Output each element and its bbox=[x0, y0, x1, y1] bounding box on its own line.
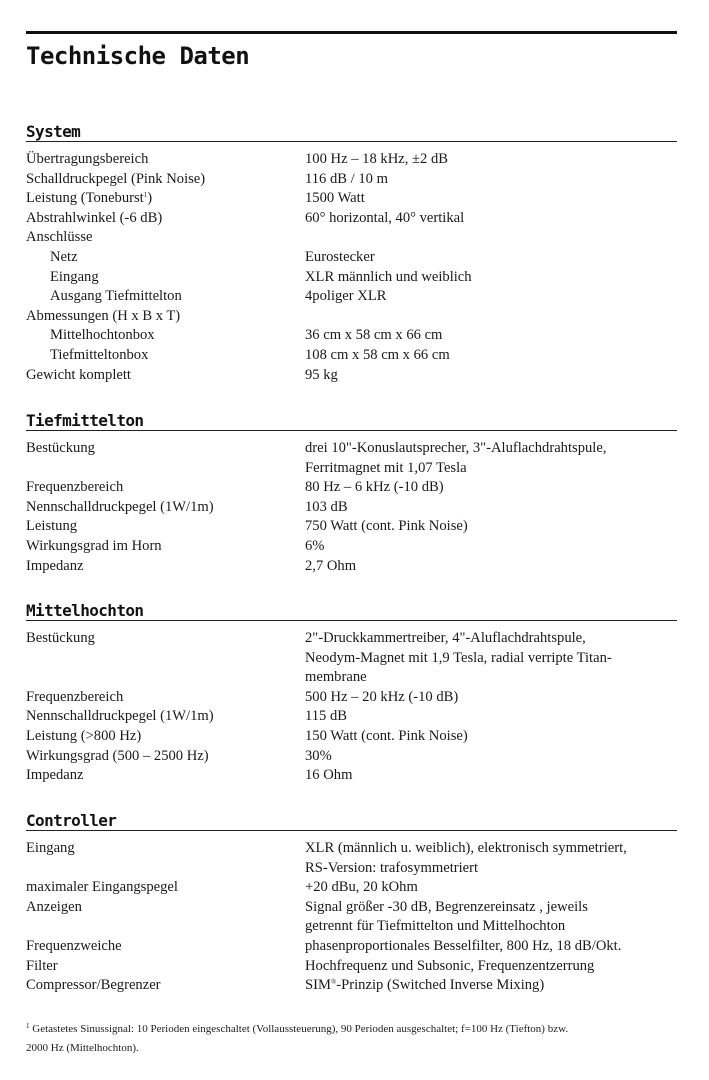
spec-row bbox=[26, 307, 677, 327]
spec-row bbox=[26, 629, 677, 688]
spec-label bbox=[26, 898, 305, 937]
spec-value bbox=[305, 976, 677, 996]
spec-value-line: getrennt für Tiefmittelton und Mittelhochton bbox=[305, 918, 566, 935]
spec-label-text: Tiefmitteltonbox bbox=[50, 346, 149, 363]
spec-label bbox=[26, 707, 305, 727]
spec-row bbox=[26, 707, 677, 727]
spec-label bbox=[26, 878, 305, 898]
document-title: Technische Daten bbox=[26, 42, 250, 70]
spec-value bbox=[305, 766, 677, 786]
spec-value-line: 100 Hz – 18 kHz, ±2 dB bbox=[305, 151, 448, 167]
spec-label-text: Frequenzweiche bbox=[26, 937, 122, 954]
spec-value-line: 103 dB bbox=[305, 498, 348, 515]
spec-row bbox=[26, 498, 677, 518]
spec-value-line: 108 cm x 58 cm x 66 cm bbox=[305, 346, 450, 363]
spec-label-text: Frequenzbereich bbox=[26, 688, 124, 705]
spec-value-line: +20 dBu, 20 kOhm bbox=[305, 879, 418, 896]
spec-row bbox=[26, 976, 677, 996]
spec-value bbox=[305, 747, 677, 767]
spec-label bbox=[26, 766, 305, 786]
section-tiefmittelton bbox=[26, 412, 677, 576]
spec-value-line: Hochfrequenz und Subsonic, Frequenzentzerrung bbox=[305, 957, 595, 974]
spec-label-text: Ausgang Tiefmittelton bbox=[50, 288, 182, 305]
spec-value bbox=[305, 307, 677, 327]
spec-row bbox=[26, 878, 677, 898]
spec-value-line: 36 cm x 58 cm x 66 cm bbox=[305, 327, 443, 344]
spec-value-line: XLR männlich und weiblich bbox=[305, 268, 472, 285]
spec-label bbox=[26, 248, 305, 268]
spec-row bbox=[26, 439, 677, 478]
spec-value-line: 4poliger XLR bbox=[305, 288, 387, 305]
spec-value-line: RS-Version: trafosymmetriert bbox=[305, 859, 479, 876]
spec-value bbox=[305, 537, 677, 557]
spec-label-text: Abstrahlwinkel (-6 dB) bbox=[26, 209, 163, 226]
spec-value-line: 30% bbox=[305, 747, 332, 764]
spec-label-text: Netz bbox=[50, 248, 78, 265]
spec-value-line: 95 kg bbox=[305, 366, 338, 383]
spec-label bbox=[26, 976, 305, 996]
spec-label bbox=[26, 228, 305, 248]
spec-value-line: phasenproportionales Besselfilter, 800 Hz, 18 dB/Okt. bbox=[305, 937, 622, 954]
spec-value-line: Ferritmagnet mit 1,07 Tesla bbox=[305, 459, 467, 476]
spec-value bbox=[305, 937, 677, 957]
spec-value bbox=[305, 150, 677, 170]
section-rule bbox=[26, 430, 677, 431]
spec-row bbox=[26, 517, 677, 537]
spec-value-line: Neodym-Magnet mit 1,9 Tesla, radial verripte Titan- bbox=[305, 649, 612, 666]
spec-value-part: SIM bbox=[305, 977, 331, 994]
section-title: Tiefmittelton bbox=[26, 411, 144, 430]
spec-label-text: Wirkungsgrad (500 – 2500 Hz) bbox=[26, 747, 209, 764]
spec-label bbox=[26, 839, 305, 878]
section-mittelhochton bbox=[26, 602, 677, 786]
footnote-line-2: 2000 Hz (Mittelhochton). bbox=[26, 1042, 139, 1054]
spec-label-text: Mittelhochtonbox bbox=[50, 327, 155, 344]
spec-row bbox=[26, 346, 677, 366]
spec-value bbox=[305, 346, 677, 366]
spec-label bbox=[26, 326, 305, 346]
spec-label-text: Übertragungsbereich bbox=[26, 151, 149, 167]
spec-label bbox=[26, 478, 305, 498]
spec-label bbox=[26, 307, 305, 327]
spec-label-text: Leistung (>800 Hz) bbox=[26, 727, 142, 744]
spec-label-text: Compressor/Begrenzer bbox=[26, 977, 161, 994]
spec-label bbox=[26, 537, 305, 557]
spec-label bbox=[26, 498, 305, 518]
spec-label bbox=[26, 957, 305, 977]
spec-row bbox=[26, 937, 677, 957]
section-system bbox=[26, 123, 677, 385]
spec-value-line bbox=[305, 976, 677, 996]
section-rule bbox=[26, 830, 677, 831]
spec-rows bbox=[26, 150, 677, 385]
footnote-line-1: Getastetes Sinussignal: 10 Perioden eingeschaltet (Vollaussteuerung), 90 Perioden ausgeschaltet; f=100 Hz (Tiefton) bzw. bbox=[29, 1023, 569, 1035]
spec-value-line: 6% bbox=[305, 537, 325, 554]
section-controller bbox=[26, 812, 677, 996]
section-rule bbox=[26, 141, 677, 142]
spec-value bbox=[305, 248, 677, 268]
spec-row bbox=[26, 209, 677, 229]
spec-label-text: Impedanz bbox=[26, 557, 84, 574]
spec-label-text: Frequenzbereich bbox=[26, 479, 124, 496]
spec-value-line: 750 Watt (cont. Pink Noise) bbox=[305, 518, 468, 535]
spec-label-text: Anschlüsse bbox=[26, 229, 93, 246]
spec-value bbox=[305, 839, 677, 878]
spec-label-text: Anzeigen bbox=[26, 898, 82, 915]
registered-mark: ® bbox=[330, 978, 337, 987]
spec-value bbox=[305, 498, 677, 518]
spec-value bbox=[305, 727, 677, 747]
spec-label bbox=[26, 747, 305, 767]
spec-row bbox=[26, 287, 677, 307]
spec-value-line: 16 Ohm bbox=[305, 767, 353, 784]
spec-label-text: Gewicht komplett bbox=[26, 366, 131, 383]
spec-row bbox=[26, 839, 677, 878]
spec-value-line: 60° horizontal, 40° vertikal bbox=[305, 209, 465, 226]
spec-label-text: Leistung bbox=[26, 518, 78, 535]
spec-label-text: Wirkungsgrad im Horn bbox=[26, 537, 162, 554]
spec-value-line: XLR (männlich u. weiblich), elektronisch symmetriert, bbox=[305, 840, 627, 856]
spec-value-part: -Prinzip (Switched Inverse Mixing) bbox=[336, 977, 545, 994]
spec-label bbox=[26, 209, 305, 229]
spec-label bbox=[26, 688, 305, 708]
spec-rows bbox=[26, 439, 677, 576]
spec-label-text: Impedanz bbox=[26, 767, 84, 784]
spec-row bbox=[26, 688, 677, 708]
spec-label bbox=[26, 557, 305, 577]
spec-label-text: maximaler Eingangspegel bbox=[26, 879, 178, 896]
spec-value-line: 2"-Druckkammertreiber, 4"-Aluflachdrahtspule, bbox=[305, 630, 586, 646]
spec-row bbox=[26, 478, 677, 498]
spec-value bbox=[305, 629, 677, 688]
footnote-marker: 1 bbox=[26, 1022, 30, 1030]
spec-row bbox=[26, 727, 677, 747]
spec-row bbox=[26, 228, 677, 248]
spec-row bbox=[26, 366, 677, 386]
spec-label bbox=[26, 150, 305, 170]
spec-value bbox=[305, 326, 677, 346]
spec-value-line: 1500 Watt bbox=[305, 190, 365, 207]
spec-value-line: 80 Hz – 6 kHz (-10 dB) bbox=[305, 479, 444, 496]
spec-row bbox=[26, 747, 677, 767]
spec-label-text: Bestückung bbox=[26, 630, 95, 646]
spec-value bbox=[305, 478, 677, 498]
top-rule bbox=[26, 31, 677, 34]
spec-value-line: 500 Hz – 20 kHz (-10 dB) bbox=[305, 688, 459, 705]
spec-row bbox=[26, 170, 677, 190]
footnote-reference: 1 bbox=[143, 191, 148, 200]
spec-row bbox=[26, 189, 677, 209]
spec-label bbox=[26, 439, 305, 478]
spec-label bbox=[26, 170, 305, 190]
spec-label bbox=[26, 727, 305, 747]
spec-value-line: 2,7 Ohm bbox=[305, 557, 357, 574]
spec-label-text: Eingang bbox=[26, 840, 75, 856]
section-title: Controller bbox=[26, 811, 117, 830]
spec-label-text: Eingang bbox=[50, 268, 99, 285]
spec-label bbox=[26, 517, 305, 537]
spec-label bbox=[26, 268, 305, 288]
spec-label-text: Abmessungen (H x B x T) bbox=[26, 307, 181, 324]
spec-label-text: Nennschalldruckpegel (1W/1m) bbox=[26, 498, 214, 515]
spec-value bbox=[305, 209, 677, 229]
footnote bbox=[26, 1020, 677, 1058]
spec-row bbox=[26, 766, 677, 786]
spec-value-line: 115 dB bbox=[305, 708, 348, 725]
section-title: Mittelhochton bbox=[26, 601, 144, 620]
spec-row bbox=[26, 957, 677, 977]
spec-page bbox=[26, 0, 677, 1080]
spec-row bbox=[26, 537, 677, 557]
spec-value bbox=[305, 557, 677, 577]
spec-value bbox=[305, 287, 677, 307]
spec-label bbox=[26, 287, 305, 307]
spec-label-suffix: ) bbox=[147, 190, 153, 207]
spec-value bbox=[305, 170, 677, 190]
spec-label-text: Bestückung bbox=[26, 440, 95, 456]
spec-value-line: Signal größer -30 dB, Begrenzereinsatz , jeweils bbox=[305, 898, 588, 915]
spec-label-text: Leistung (Toneburst bbox=[26, 190, 144, 207]
spec-value-line: membrane bbox=[305, 669, 367, 686]
spec-row bbox=[26, 898, 677, 937]
spec-value bbox=[305, 268, 677, 288]
spec-value bbox=[305, 957, 677, 977]
spec-value-line bbox=[305, 228, 677, 248]
spec-row bbox=[26, 268, 677, 288]
spec-label bbox=[26, 366, 305, 386]
spec-value-line: Eurostecker bbox=[305, 248, 375, 265]
spec-value-line: drei 10"-Konuslautsprecher, 3"-Aluflachdrahtspule, bbox=[305, 440, 607, 456]
spec-label bbox=[26, 346, 305, 366]
spec-value bbox=[305, 898, 677, 937]
spec-value bbox=[305, 688, 677, 708]
spec-label-text: Nennschalldruckpegel (1W/1m) bbox=[26, 708, 214, 725]
spec-value-line: 150 Watt (cont. Pink Noise) bbox=[305, 727, 468, 744]
spec-value bbox=[305, 439, 677, 478]
spec-row bbox=[26, 150, 677, 170]
section-title: System bbox=[26, 122, 81, 141]
spec-value-line bbox=[305, 307, 677, 327]
spec-label bbox=[26, 937, 305, 957]
spec-value bbox=[305, 707, 677, 727]
spec-rows bbox=[26, 839, 677, 996]
spec-label-text: Filter bbox=[26, 957, 58, 974]
spec-row bbox=[26, 248, 677, 268]
spec-rows bbox=[26, 629, 677, 786]
section-rule bbox=[26, 620, 677, 621]
spec-value bbox=[305, 189, 677, 209]
spec-value bbox=[305, 228, 677, 248]
spec-row bbox=[26, 326, 677, 346]
spec-value bbox=[305, 517, 677, 537]
spec-value bbox=[305, 878, 677, 898]
spec-label-text: Schalldruckpegel (Pink Noise) bbox=[26, 170, 206, 187]
spec-row bbox=[26, 557, 677, 577]
spec-label bbox=[26, 629, 305, 688]
spec-value bbox=[305, 366, 677, 386]
spec-value-line: 116 dB / 10 m bbox=[305, 170, 388, 187]
spec-label bbox=[26, 189, 305, 209]
